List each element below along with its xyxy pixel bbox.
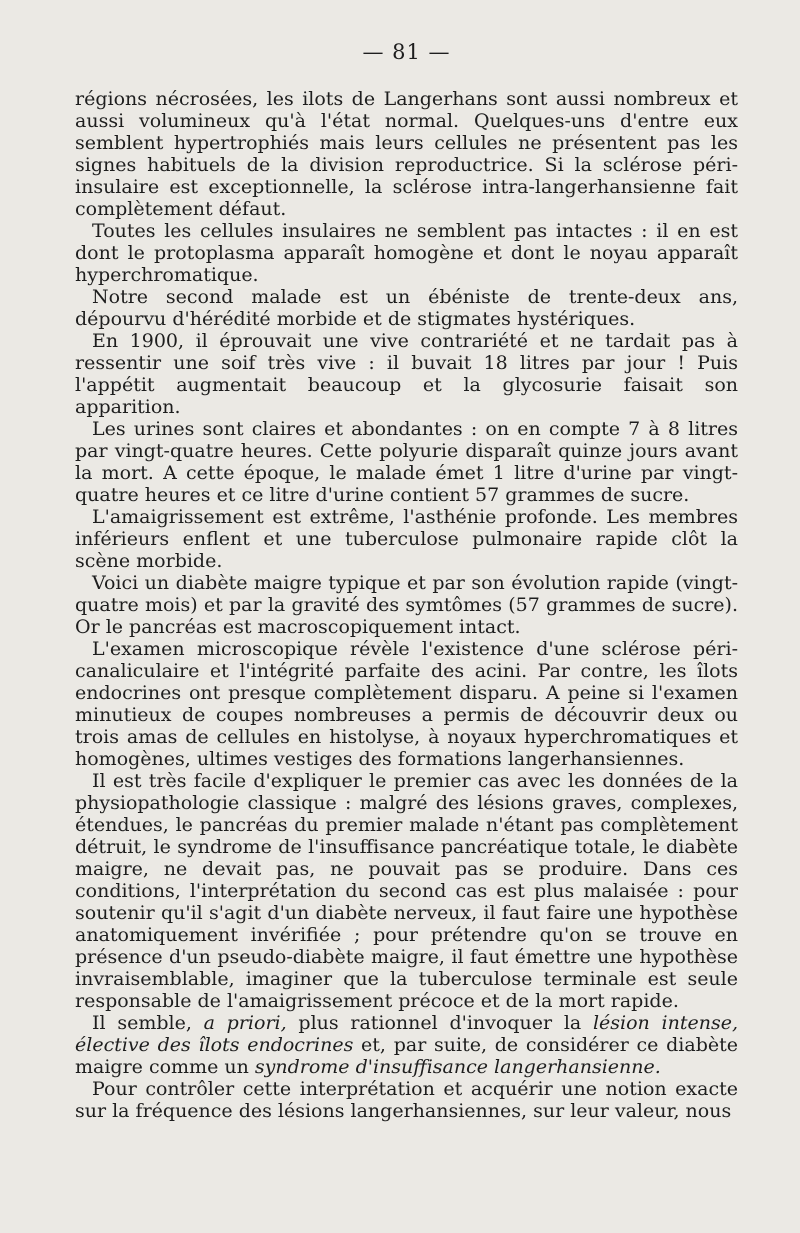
paragraph (75, 1012, 738, 1078)
page-number: — 81 — (362, 40, 451, 64)
italic-run: syndrome d'insuffisance langerhansienne. (254, 1056, 661, 1078)
paragraph: L'amaigrissement est extrême, l'asthénie profonde. Les membres inférieurs enflent et une tuberculose pulmonaire rapide clôt la scène morbide. (75, 506, 738, 572)
text-run: Il semble, (92, 1012, 204, 1034)
body-text (75, 88, 738, 1122)
paragraph: Notre second malade est un ébéniste de trente-deux ans, dépourvu d'hérédité morbide et de stigmates hystériques. (75, 286, 738, 330)
paragraph: Voici un diabète maigre typique et par son évolution rapide (vingt-quatre mois) et par la gravité des symtômes (57 grammes de sucre). Or le pancréas est macroscopiquement intact. (75, 572, 738, 638)
paragraph: Pour contrôler cette interprétation et acquérir une notion exacte sur la fréquence des lésions langerhansiennes, sur leur valeur, nous (75, 1078, 738, 1122)
paragraph: Toutes les cellules insulaires ne semblent pas intactes : il en est dont le protoplasma apparaît homogène et dont le noyau apparaît hyperchromatique. (75, 220, 738, 286)
text-run: plus rationnel d'invoquer la (286, 1012, 593, 1034)
italic-run: a priori, (203, 1012, 287, 1034)
paragraph: En 1900, il éprouvait une vive contrariété et ne tardait pas à ressentir une soif très vive : il buvait 18 litres par jour ! Puis l'appétit augmentait beaucoup et la glycosurie faisait son apparition. (75, 330, 738, 418)
paragraph: Les urines sont claires et abondantes : on en compte 7 à 8 litres par vingt-quatre heures. Cette polyurie disparaît quinze jours avant la mort. A cette époque, le malade émet 1 litre d'urine par vingt-quatre heures et ce litre d'urine contient 57 grammes de sucre. (75, 418, 738, 506)
paragraph: régions nécrosées, les ilots de Langerhans sont aussi nombreux et aussi volumineux qu'à l'état normal. Quelques-uns d'entre eux semblent hypertrophiés mais leurs cellules ne présentent pas les signes habituels de la division reproductrice. Si la sclérose péri-insulaire est exceptionnelle, la sclérose intra-langerhansienne fait complètement défaut. (75, 88, 738, 220)
italic-run: lésion intense, élective des îlots endocrines (75, 1012, 739, 1056)
paragraph: Il est très facile d'expliquer le premier cas avec les données de la physiopathologie classique : malgré des lésions graves, complexes, étendues, le pancréas du premier malade n'étant pas complètement détruit, le syndrome de l'insuffisance pancréatique totale, le diabète maigre, ne devait pas, ne pouvait pas se produire. Dans ces conditions, l'interprétation du second cas est plus malaisée : pour soutenir qu'il s'agit d'un diabète nerveux, il faut faire une hypothèse anatomiquement invérifiée ; pour prétendre qu'on se trouve en présence d'un pseudo-diabète maigre, il faut émettre une hypothèse invraisemblable, imaginer que la tuberculose terminale est seule responsable de l'amaigrissement précoce et de la mort rapide. (75, 770, 738, 1012)
paragraph: L'examen microscopique révèle l'existence d'une sclérose péri-canaliculaire et l'intégrité parfaite des acini. Par contre, les îlots endocrines ont presque complètement disparu. A peine si l'examen minutieux de coupes nombreuses a permis de découvrir deux ou trois amas de cellules en histolyse, à noyaux hyperchromatiques et homogènes, ultimes vestiges des formations langerhansiennes. (75, 638, 738, 770)
text-run: et, par suite, de considérer ce diabète maigre comme un (75, 1034, 738, 1078)
